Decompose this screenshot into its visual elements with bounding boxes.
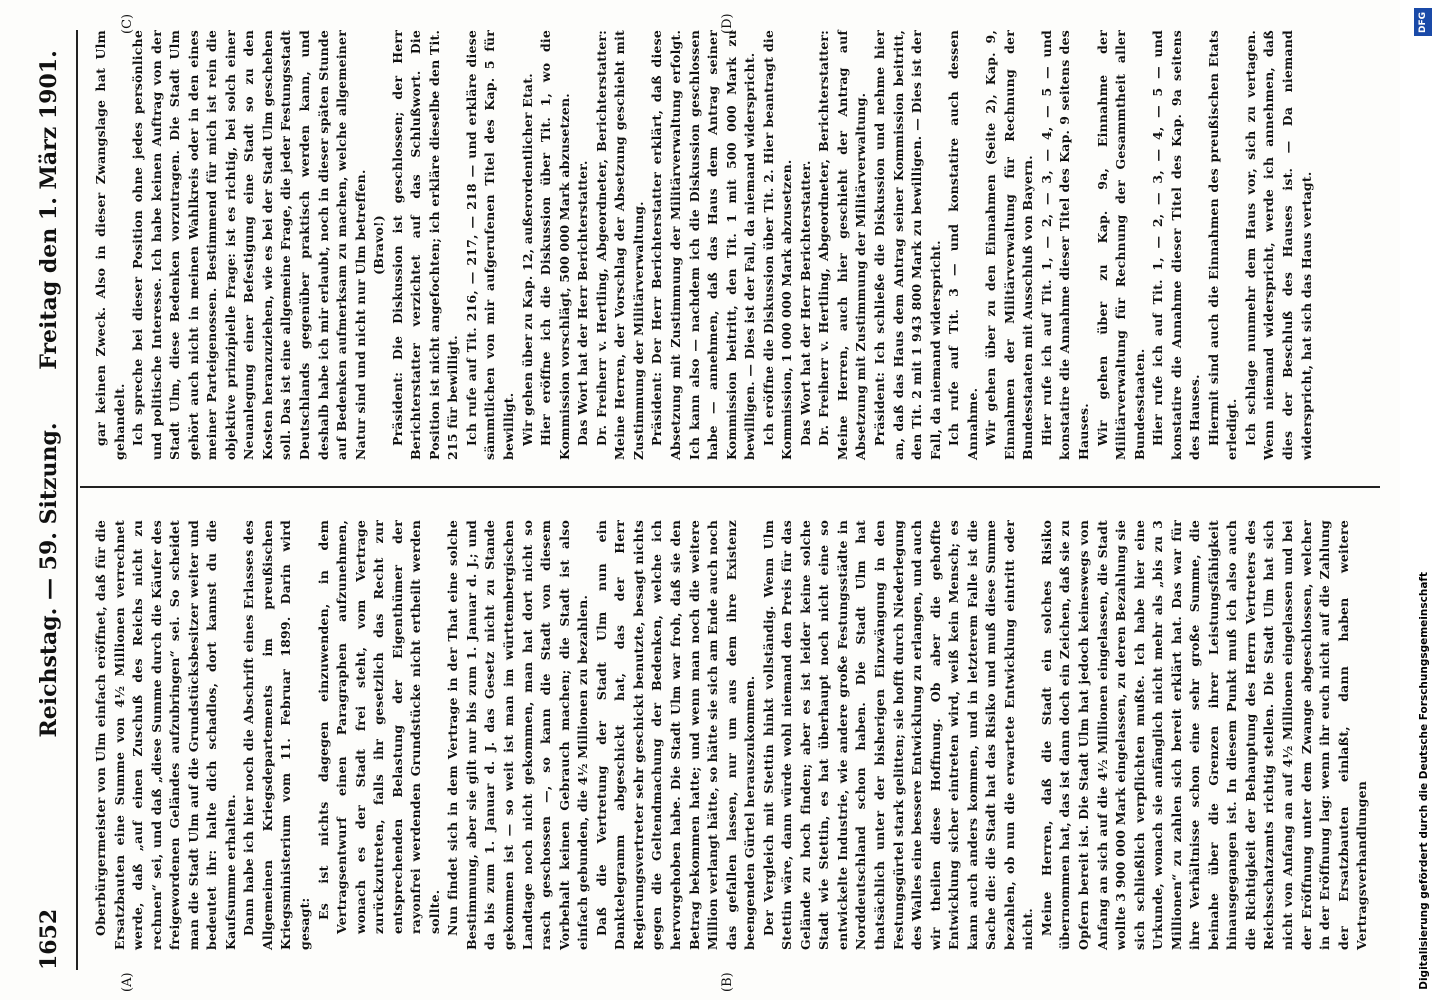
paragraph: Wir gehen über zu Kap. 9a, Einnahme der Militärverwaltung für Rechnung der Gesammtheit aller Bundesstaaten. (1094, 30, 1147, 460)
paragraph: Präsident: Die Diskussion ist geschlossen; der Herr Berichterstatter verzichtet auf das Schlußwort. Die Position ist nicht angefochten; ich erkläre dieselbe den Tit. 215 für bewilligt. (389, 30, 461, 460)
paragraph: Ich rufe auf Tit. 216, — 217, — 218 — und erkläre diese sämmtlichen von mir aufgerufenen Titel des Kap. 5 für bewilligt. (463, 30, 517, 460)
digitization-sidebar (1412, 0, 1434, 1000)
paragraph: Dr. Freiherr v. Hertling, Abgeordneter, Berichterstatter: Meine Herren, auch hier geschieht der Antrag auf Absetzung mit Zustimmung der Militärverwaltung. (816, 30, 869, 460)
paragraph: Dr. Freiherr v. Hertling, Abgeordneter, Berichterstatter: Meine Herren, der Vorschlag der Absetzung geschieht mit Zustimmung der Militärverwaltung. (593, 30, 646, 460)
margin-mark-c: (C) (120, 13, 135, 34)
paragraph: Der Vergleich mit Stettin hinkt vollständig. Wenn Ulm Stettin wäre, dann würde wohl niemand den Preis für das Gelände zu hoch finden; aber es ist leider keine solche Stadt wie Stettin, es hat überhaupt noch nicht eine so entwickelte Industrie, wie andere große Festungsstädte in Norddeutschland schon haben. Die Stadt Ulm hat thatsächlich unter der bisherigen Einzwängung in den Festungsgürtel stark gelitten; sie hofft durch Niederlegung des Walles eine bessere Entwicklung zu erlangen, und auch wir theilen diese Hoffnung. Ob aber die gehoffte Entwicklung sicher eintreten wird, weiß kein Mensch; es kann auch anders kommen, und in letzterem Falle ist die Sache die: die Stadt hat das Risiko und muß diese Summe bezahlen, ob nun die erwartete Entwicklung eintritt oder nicht. (760, 520, 1036, 950)
paragraph: Ich eröffne die Diskussion über Tit. 2. Hier beantragt die Kommission, 1 000 000 Mark abzusetzen. (760, 30, 795, 460)
page-number: 1652 (36, 908, 62, 970)
margin-mark-a: (A) (120, 972, 135, 992)
paragraph: Hiermit sind auch die Einnahmen des preußischen Etats erledigt. (1205, 30, 1240, 460)
paragraph: Das Wort hat der Herr Berichterstatter. (575, 160, 591, 446)
margin-mark-b: (B) (720, 972, 735, 992)
paragraph: Daß die Vertretung der Stadt Ulm nun ein Danktelegramm abgeschickt hat, das der Herr Regierungsvertreter sehr geschickt benutzte, besagt nichts gegen die Geltendmachung der Bedenken, welche ich hervorgehoben habe. Die Stadt Ulm war froh, daß sie den Betrag bekommen hatte; und wenn man noch die weitere Million verlangt hätte, so hätte sie sich am Ende auch noch das gefallen lassen, nur um aus dem ihre Existenz beengenden Gürtel herauszukommen. (593, 520, 758, 950)
applause-note: (Bravo!) (371, 215, 387, 275)
column-divider (80, 486, 1380, 488)
funding-credit: Digitalisierung gefördert durch die Deutsche Forschungsgemeinschaft (1418, 572, 1430, 990)
right-column (92, 30, 1316, 460)
quote-paragraph: Es ist nichts dagegen einzuwenden, in dem Vertragsentwurf einen Paragraphen aufzunehmen, wonach es der Stadt frei steht, vom Vertrage zurückzutreten, falls ihr gesetzlich das Recht zur entsprechenden Belastung der Eigenthümer der rayonfrei werdenden Grundstücke nicht ertheilt werden sollte. (315, 520, 442, 934)
paragraph: gar keinen Zweck. Also in dieser Zwangslage hat Ulm gehandelt. (93, 30, 127, 460)
header-left-title: Reichstag. — 59. Sitzung. (36, 422, 62, 738)
left-column (92, 520, 1372, 950)
header-rule (76, 30, 78, 970)
margin-mark-d: (D) (720, 13, 735, 34)
paragraph: Meine Herren, daß die Stadt ein solches Risiko übernommen hat, das ist dann doch ein Zeichen, daß sie zu Opfern bereit ist. Die Stadt Ulm hat jedoch keineswegs von Anfang an sich auf die 4½ Millionen eingelassen, die Stadt wollte 3 900 000 Mark eingelassen, zu deren Bezahlung sie sich schließlich verpflichten mußte. Ich habe hier eine Urkunde, wonach sie anfänglich nicht mehr als „bis zu 3 Millionen“ zu zahlen sich bereit erklärt hat. Das war für ihre Verhältnisse schon eine sehr große Summe, die beinahe über die Grenzen ihrer Leistungsfähigkeit hinausgegangen ist. In diesem Punkt muß ich also auch die Richtigkeit der Behauptung des Herrn Vertreters des Reichsschatzamts richtig stellen. Die Stadt Ulm hat sich nicht von Anfang an auf 4½ Millionen eingelassen und bei der Eröffnung unter dem Zwange abgeschlossen, welcher in der Eröffnung lag: wenn ihr euch nicht auf die Zahlung der Ersatzbauten einlaßt, dann haben weitere Vertragsverhandlungen (1038, 520, 1370, 950)
paragraph: Präsident: Der Herr Berichterstatter erklärt, daß diese Absetzung mit Zustimmung der Militärverwaltung erfolgt. Ich kann also — nachdem ich die Diskussion geschlossen habe — annehmen, daß das Haus dem Antrag seiner Kommission beitritt, den Tit. 1 mit 500 000 Mark zu bewilligen. — Dies ist der Fall, da niemand widerspricht. (649, 30, 758, 460)
header-right-title: Freitag den 1. März 1901. (36, 50, 62, 370)
paragraph: Präsident: Ich schließe die Diskussion und nehme hier an, daß das Haus dem Antrag seiner Kommission beitritt, den Tit. 2 mit 1 943 800 Mark zu bewilligen. — Dies ist der Fall, da niemand widerspricht. (871, 30, 943, 460)
paragraph: Das Wort hat der Herr Berichterstatter. (797, 160, 813, 446)
paragraph: Hier rufe ich auf Tit. 1, — 2, — 3, — 4, — 5 — und konstatire die Annahme dieser Titel des Kap. 9a seitens des Hauses. (1150, 30, 1203, 460)
paragraph: Ich spreche bei dieser Position ohne jedes persönliche und politische Interesse. Ich habe keinen Auftrag von der Stadt Ulm, diese Bedenken vorzutragen. Die Stadt Ulm gehört auch nicht in meinen Wahlkreis oder in den eines meiner Parteigenossen. Bestimmend für mich ist rein die objektive prinzipielle Frage: ist es richtig, bei solch einer Neuanlegung einer Befestigung eine Stadt so zu den Kosten heranzuziehen, wie es bei der Stadt Ulm geschehen soll. Das ist eine allgemeine Frage, die jeder Festungsstadt Deutschlands gegenüber praktisch werden kann, und deshalb habe ich mir erlaubt, noch in dieser späten Stunde auf Bedenken aufmerksam zu machen, welche allgemeiner Natur sind und nicht nur Ulm betreffen. (130, 30, 368, 460)
dfg-logo: DFG (1414, 8, 1432, 36)
paragraph: Wir gehen über zu Kap. 12, außerordentlicher Etat. (519, 73, 535, 446)
paragraph: Oberbürgermeister von Ulm einfach eröffnet, daß für die Ersatzbauten eine Summe von 4½ Millionen verrechnet werde, daß „auf einen Zuschuß des Reichs nicht zu rechnen“ sei, und daß „diese Summe durch die Käufer des freigewordenen Geländes aufzubringen“ sei. So scheidet man die Stadt Ulm auf die Grundstücksbesitzer weiter und bedeutet ihr: halte dich schadlos, dort kannst du die Kaufsumme erhalten. (93, 520, 238, 950)
paragraph: Dann habe ich hier noch die Abschrift eines Erlasses des Allgemeinen Kriegsdepartements im preußischen Kriegsministerium vom 11. Februar 1899. Darin wird gesagt: (241, 520, 313, 950)
running-header (30, 10, 70, 990)
paragraph: Ich schlage nunmehr dem Haus vor, sich zu vertagen. Wenn niemand widerspricht, werde ich annehmen, daß dies der Beschluß des Hauses ist. — Da niemand widerspricht, hat sich das Haus vertagt. (1242, 30, 1314, 460)
paragraph: Wir gehen über zu den Einnahmen (Seite 2), Kap. 9, Einnahmen der Militärverwaltung für Rechnung der Bundesstaaten mit Ausschluß von Bayern. (983, 30, 1036, 460)
paragraph: Hier rufe ich auf Tit. 1, — 2, — 3, — 4, — 5 — und konstatire die Annahme dieser Titel des Kap. 9 seitens des Hauses. (1038, 30, 1091, 460)
paragraph: Hier eröffne ich die Diskussion über Tit. 1, wo die Kommission vorschlägt, 500 000 Mark abzusetzen. (538, 30, 572, 460)
paragraph: Ich rufe auf Tit. 3 — und konstatire auch dessen Annahme. (946, 30, 980, 460)
paragraph: Nun findet sich in dem Vertrage in der That eine solche Bestimmung, aber sie gilt nur bis zum 1. Januar d. J.; und da bis zum 1. Januar d. J. das Gesetz nicht zu Stande gekommen ist — so weit ist man im württembergischen Landtage noch nicht gekommen, man hat dort nicht so rasch geschossen —, so kann die Stadt von diesem Vorbehalt keinen Gebrauch machen; die Stadt ist also einfach gebunden, die 4½ Millionen zu bezahlen. (445, 520, 591, 950)
